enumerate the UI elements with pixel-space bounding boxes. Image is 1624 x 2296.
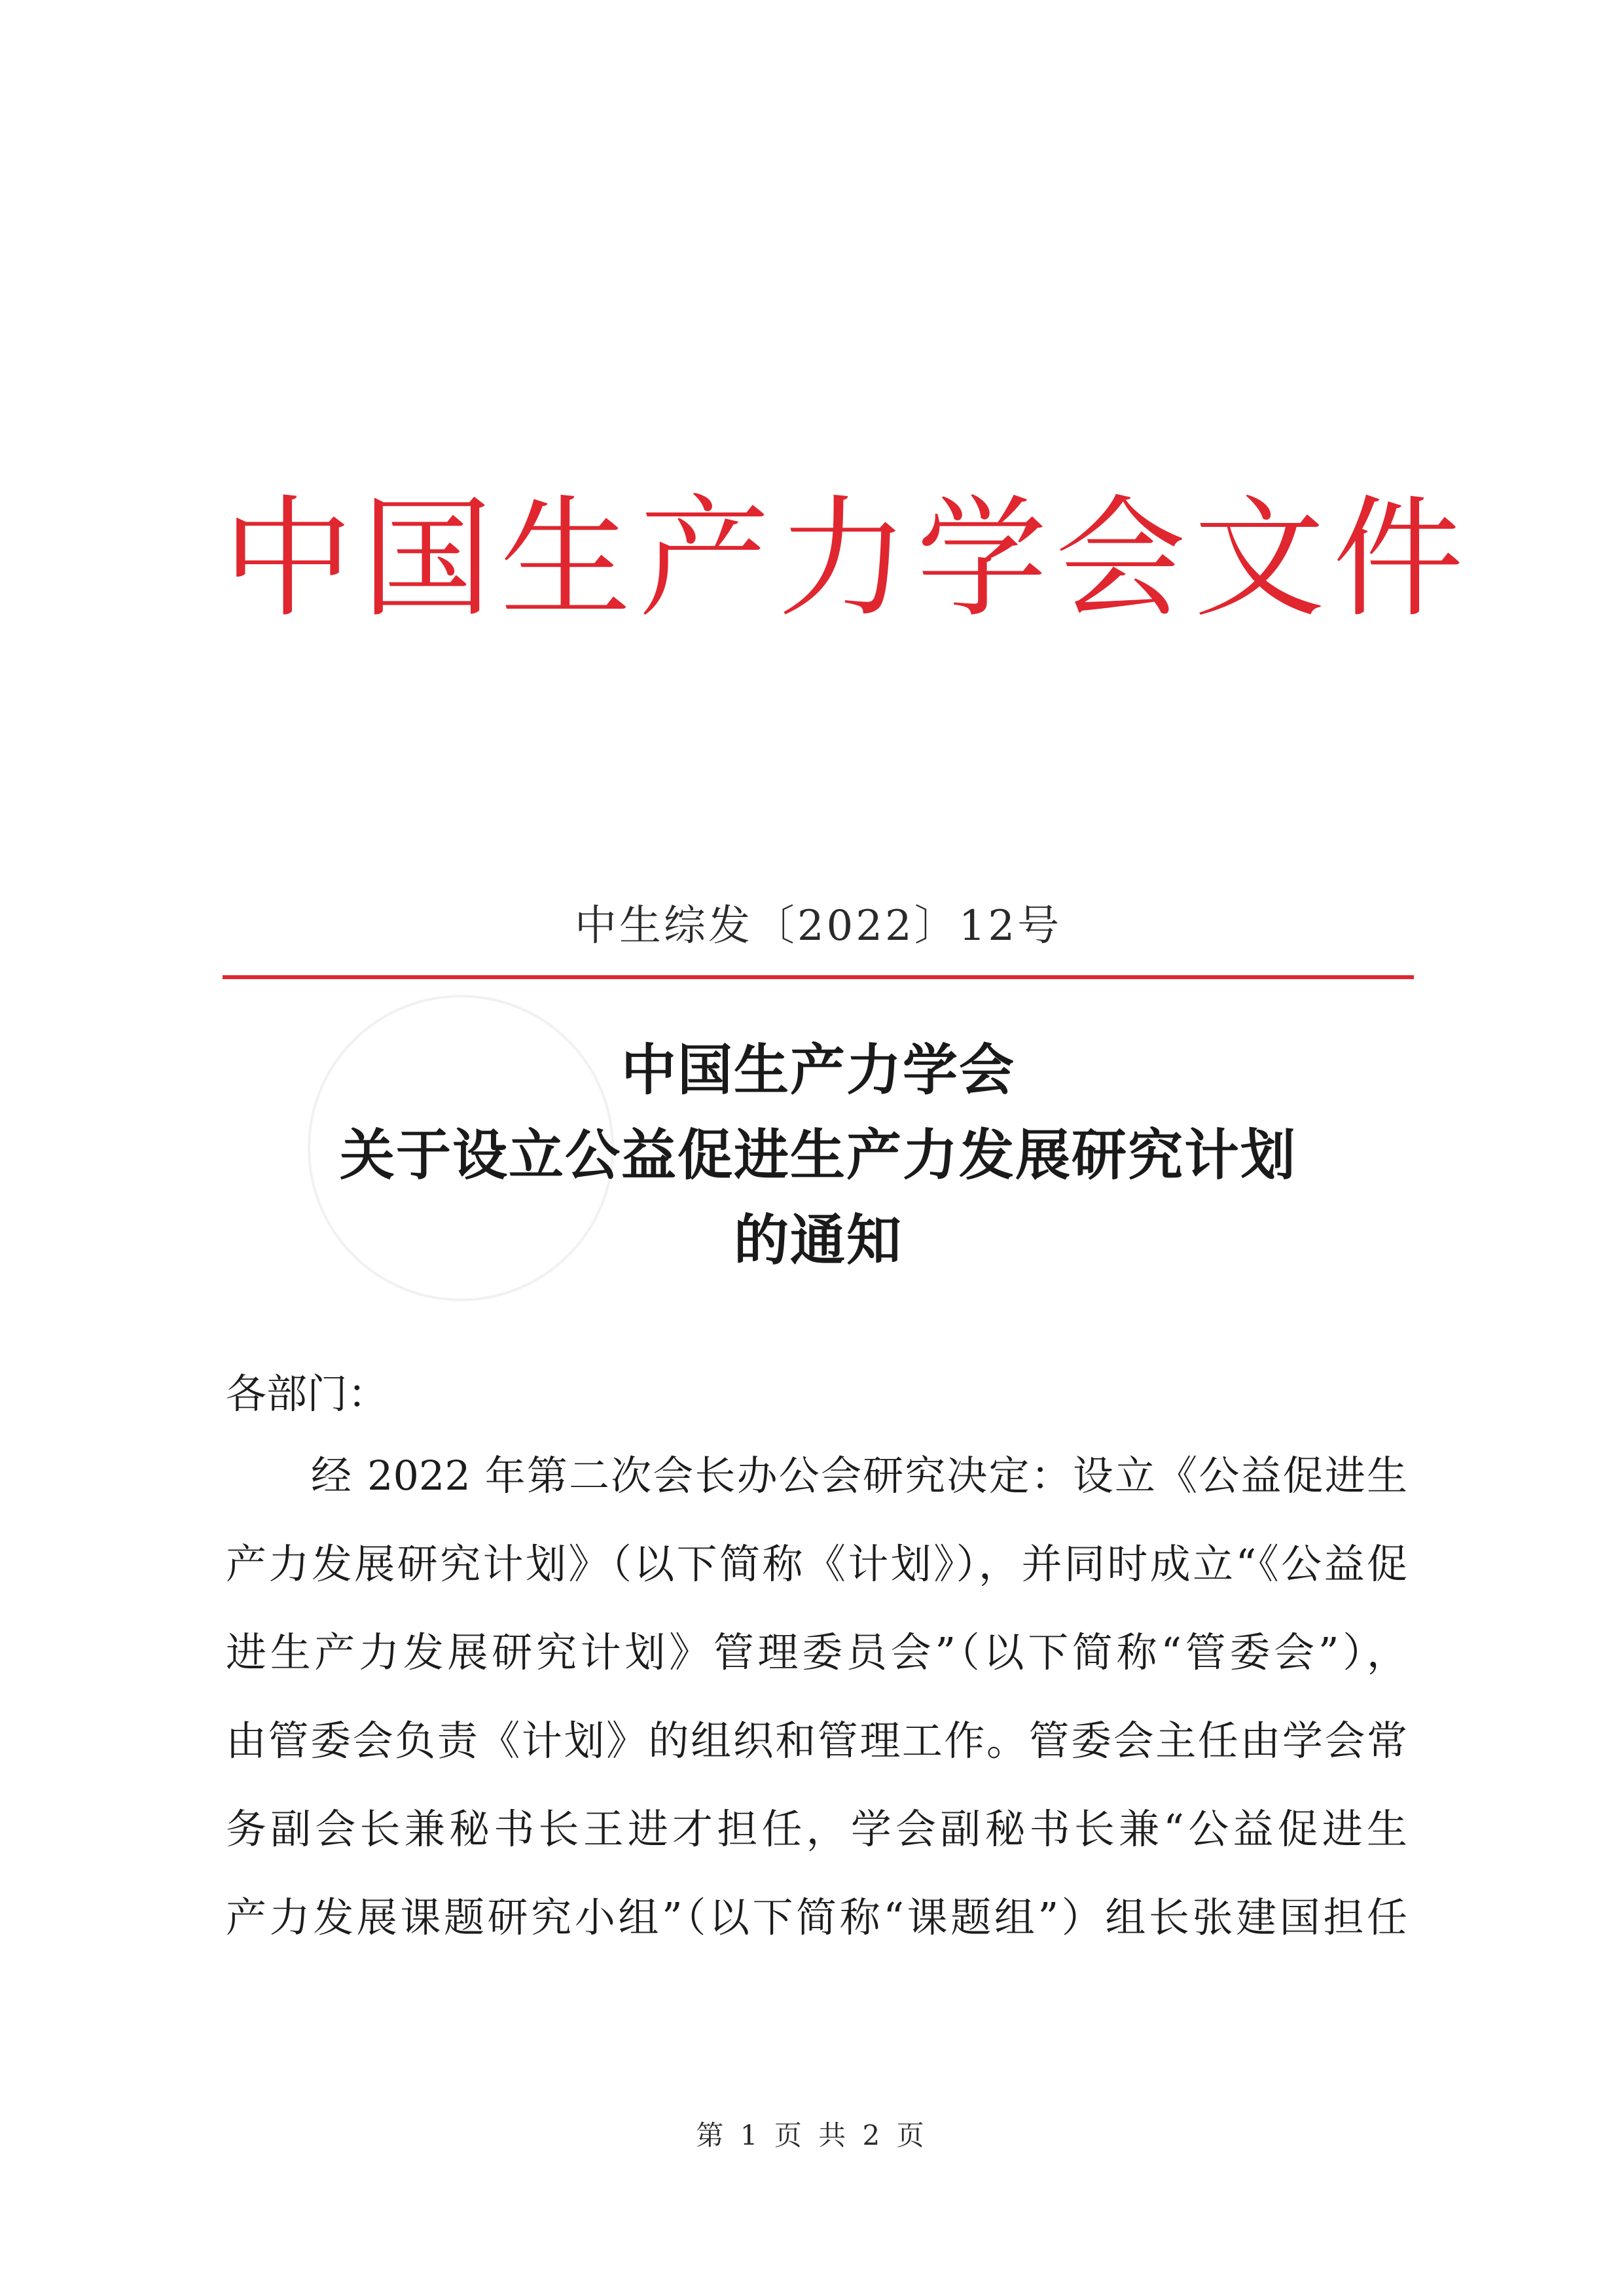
notice-title-line-1: 中国生产力学会 bbox=[621, 1037, 1015, 1102]
red-divider-line bbox=[223, 975, 1414, 979]
body-line-5: 务副会长兼秘书长王进才担任，学会副秘书长兼“公益促进生 bbox=[226, 1805, 1407, 1853]
body-line-1: 经 2022 年第二次会长办公会研究决定：设立《公益促进生 bbox=[311, 1452, 1407, 1499]
body-line-3: 进生产力发展研究计划》管理委员会”（以下简称“管委会”）， bbox=[226, 1628, 1407, 1676]
masthead-title: 中国生产力学会文件 bbox=[223, 483, 1472, 636]
document-number: 中生综发〔2022〕12号 bbox=[574, 902, 1062, 950]
body-line-2: 产力发展研究计划》（以下简称《计划》），并同时成立“《公益促 bbox=[226, 1540, 1407, 1588]
body-line-6: 产力发展课题研究小组”（以下简称“课题组”）组长张建国担任 bbox=[226, 1893, 1407, 1941]
notice-title-line-3: 的通知 bbox=[733, 1208, 903, 1272]
body-line-4: 由管委会负责《计划》的组织和管理工作。管委会主任由学会常 bbox=[226, 1717, 1407, 1765]
addressee: 各部门： bbox=[226, 1370, 389, 1418]
page-footer: 第 1 页 共 2 页 bbox=[696, 2119, 928, 2151]
notice-title-line-2: 关于设立公益促进生产力发展研究计划 bbox=[339, 1122, 1297, 1187]
